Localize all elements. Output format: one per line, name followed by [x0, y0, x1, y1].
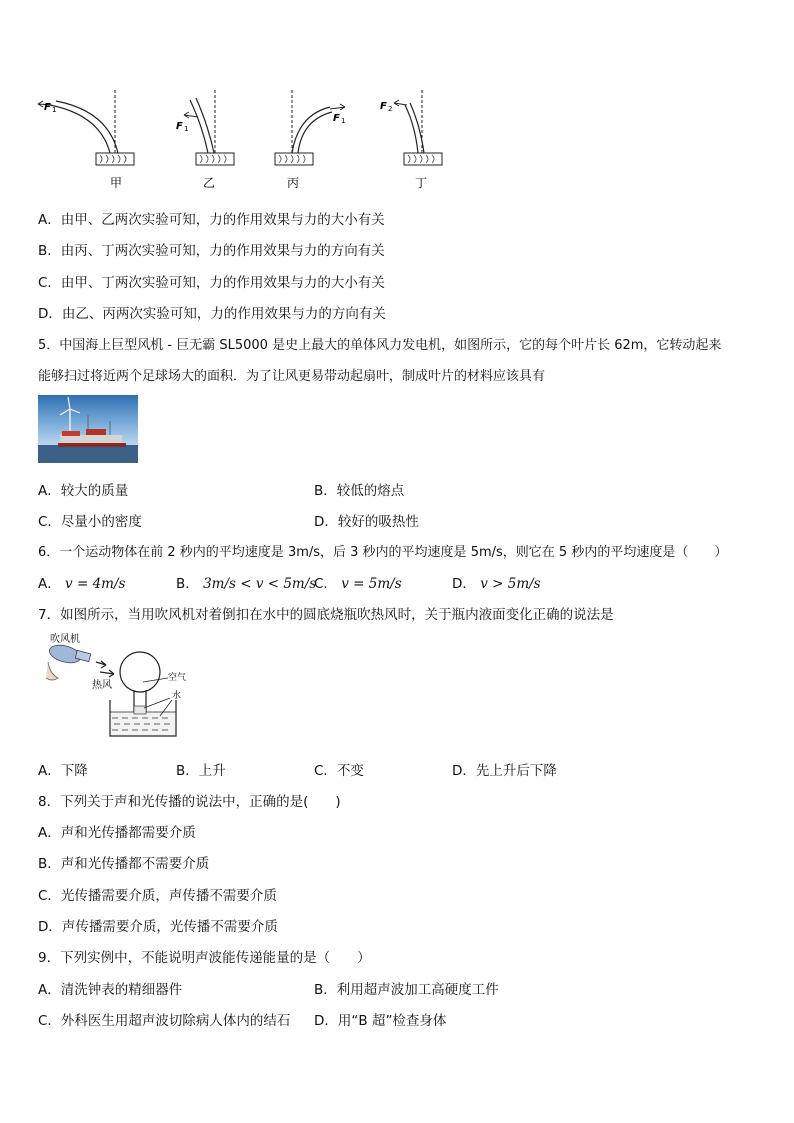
label-hair-dryer: 吹风机: [50, 634, 80, 645]
q8-option-d: D．声传播需要介质，光传播不需要介质: [38, 919, 278, 935]
q7-option-b: B．上升: [176, 763, 226, 779]
q6-option-a: [38, 572, 125, 592]
force-sub-jia: 1: [52, 106, 57, 114]
q9-option-c: C．外科医生用超声波切除病人体内的结石: [38, 1013, 291, 1029]
fig-bing: [275, 90, 345, 165]
q6-stem: 6．一个运动物体在前 2 秒内的平均速度是 3m/s，后 3 秒内的平均速度是 5m/s，则它在 5 秒内的平均速度是（ ）: [38, 545, 728, 560]
q8-option-b: B．声和光传播都不需要介质: [38, 856, 210, 872]
fig-jia: [38, 90, 134, 165]
q8-option-a: A．声和光传播都需要介质: [38, 825, 196, 841]
q6-option-a-letter: A．: [38, 576, 61, 592]
force-label-bing: F: [333, 113, 340, 124]
q6-option-b-expr: 3m/s < v < 5m/s: [203, 576, 317, 592]
q5-option-a: A．较大的质量: [38, 483, 129, 499]
q5-option-b: B．较低的熔点: [314, 483, 405, 499]
q4-option-d: D．由乙、丙两次实验可知，力的作用效果与力的方向有关: [38, 306, 386, 322]
force-label-yi: F: [176, 121, 183, 132]
q4-option-b: B．由丙、丁两次实验可知，力的作用效果与力的方向有关: [38, 243, 385, 259]
q9-option-b: B．利用超声波加工高硬度工件: [314, 982, 499, 998]
q5-stem-line1: 5．中国海上巨型风机 - 巨无霸 SL5000 是史上最大的单体风力发电机，如图所示，它的每个叶片长 62m，它转动起来: [38, 338, 722, 353]
q8-stem: 8．下列关于声和光传播的说法中，正确的是( ): [38, 794, 341, 810]
q8-option-c: C．光传播需要介质，声传播不需要介质: [38, 888, 277, 904]
q6-option-d-expr: v > 5m/s: [480, 576, 541, 592]
force-label-jia: F: [44, 102, 51, 113]
fig-ding: [394, 90, 442, 165]
q7-option-d: D．先上升后下降: [452, 763, 557, 779]
q9-stem: 9．下列实例中，不能说明声波能传递能量的是（ ）: [38, 950, 371, 966]
q7-option-c: C．不变: [314, 763, 364, 779]
label-hot-air: 热风: [92, 680, 112, 691]
q4-option-a: A．由甲、乙两次实验可知，力的作用效果与力的大小有关: [38, 212, 385, 228]
q6-option-c: [314, 572, 402, 592]
q6-option-c-expr: v = 5m/s: [341, 576, 402, 592]
caption-bing: 丙: [287, 176, 300, 190]
label-water: 水: [172, 691, 182, 701]
q4-option-c: C．由甲、丁两次实验可知，力的作用效果与力的大小有关: [38, 275, 385, 291]
q6-option-d-letter: D．: [452, 576, 476, 592]
force-label-ding: F: [380, 101, 387, 112]
fig-yi: [184, 90, 234, 165]
q7-option-a: A．下降: [38, 763, 88, 779]
q6-option-b-letter: B．: [176, 576, 199, 592]
caption-jia: 甲: [110, 176, 123, 190]
caption-ding: 丁: [415, 176, 428, 190]
q7-stem: 7．如图所示，当用吹风机对着倒扣在水中的圆底烧瓶吹热风时，关于瓶内液面变化正确的说法是: [38, 607, 614, 623]
ruler-bending-figure: [30, 85, 460, 195]
force-sub-yi: 1: [184, 125, 189, 133]
label-air: 空气: [168, 673, 187, 683]
force-sub-bing: 1: [341, 117, 346, 125]
q5-option-c: C．尽量小的密度: [38, 514, 142, 530]
wind-turbine-ship-photo: [38, 395, 138, 463]
q5-stem-line2: 能够扫过将近两个足球场大的面积．为了让风更易带动起扇叶，制成叶片的材料应该具有: [38, 369, 546, 384]
force-sub-ding: 2: [388, 105, 393, 113]
q6-option-a-expr: v = 4m/s: [65, 576, 126, 592]
q6-option-b: [176, 572, 316, 592]
q9-option-d: D．用“B 超”检查身体: [314, 1013, 447, 1029]
q6-option-c-letter: C．: [314, 576, 337, 592]
q6-option-d: [452, 572, 541, 592]
caption-yi: 乙: [203, 176, 216, 190]
q9-option-a: A．清洗钟表的精细器件: [38, 982, 183, 998]
q5-option-d: D．较好的吸热性: [314, 514, 419, 530]
